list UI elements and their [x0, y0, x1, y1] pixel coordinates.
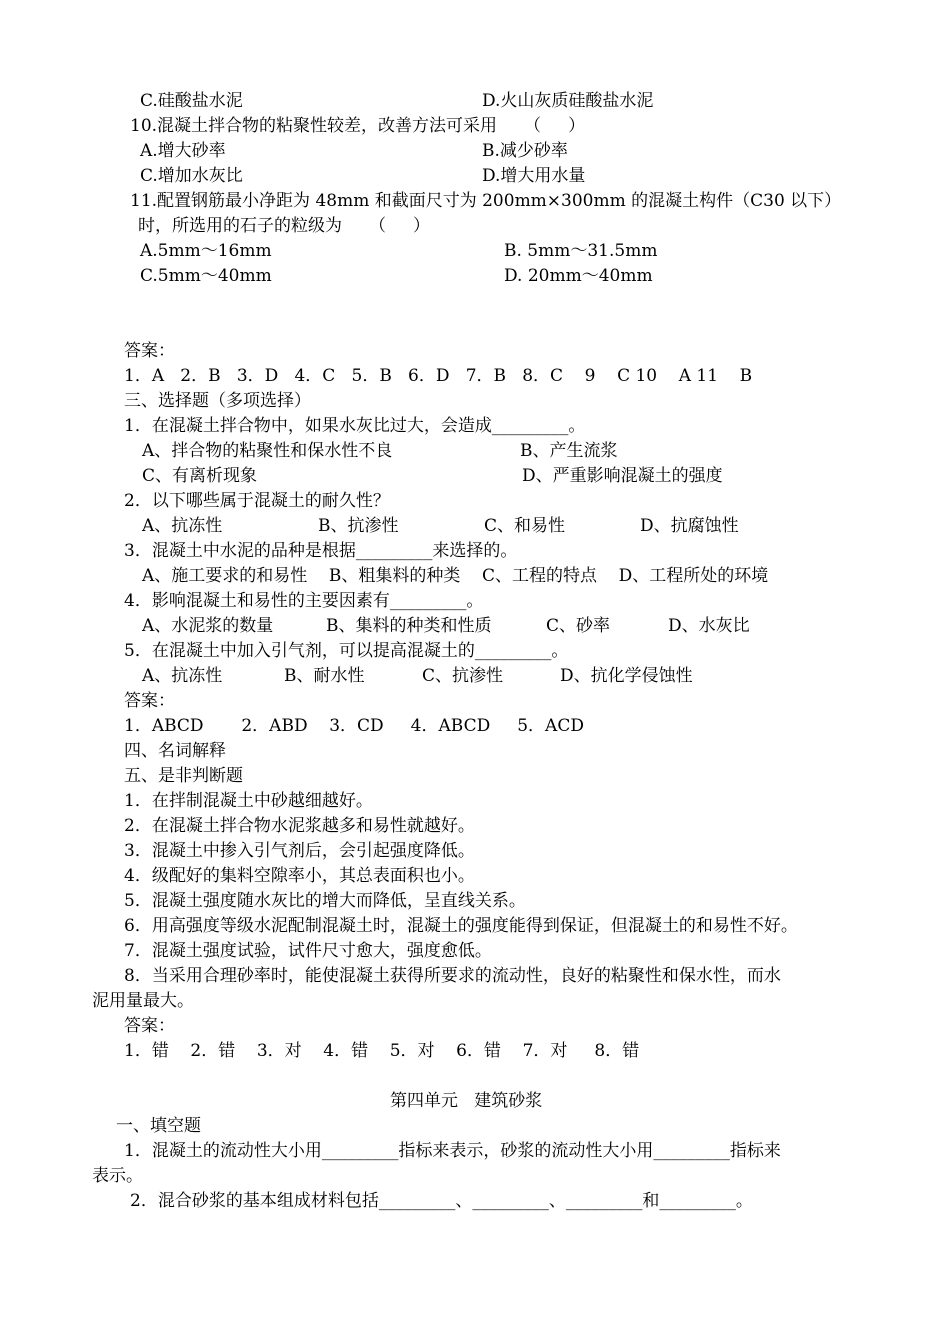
fill-question-1: 1．混凝土的流动性大小用_________指标来表示，砂浆的流动性大小用_________指标来: [124, 1141, 781, 1161]
tf-question-6: 6．用高强度等级水泥配制混凝土时，混凝土的强度能得到保证，但混凝土的和易性不好。: [124, 916, 798, 936]
q11-option-d: D. 20mm～40mm: [504, 266, 653, 286]
fill-question-1-cont: 表示。: [92, 1166, 143, 1186]
section-heading-4: 四、名词解释: [124, 741, 226, 761]
answer-heading-3: 答案：: [124, 1016, 175, 1036]
tf-question-1: 1．在拌制混凝土中砂越细越好。: [124, 791, 373, 811]
mc2-option-a: A、抗冻性: [142, 516, 223, 536]
mc4-option-c: C、砂率: [546, 616, 611, 636]
tf-question-5: 5．混凝土强度随水灰比的增大而降低，呈直线关系。: [124, 891, 526, 911]
q11-option-b: B. 5mm～31.5mm: [504, 241, 658, 261]
mc1-option-c: C、有离析现象: [142, 466, 258, 486]
answer-heading-2: 答案：: [124, 691, 175, 711]
mc4-option-d: D、水灰比: [668, 616, 750, 636]
mc-question-3: 3．混凝土中水泥的品种是根据_________来选择的。: [124, 541, 518, 561]
q10-option-c: C.增加水灰比: [140, 166, 243, 186]
answer-line-2: 1．ABCD 2．ABD 3．CD 4．ABCD 5．ACD: [124, 716, 584, 736]
mc-question-4: 4．影响混凝土和易性的主要因素有_________。: [124, 591, 484, 611]
question-11: 11.配置钢筋最小净距为 48mm 和截面尺寸为 200mm×300mm 的混凝土构件（C30 以下）: [130, 191, 842, 211]
mc5-option-d: D、抗化学侵蚀性: [560, 666, 693, 686]
q10-option-a: A.增大砂率: [140, 141, 226, 161]
tf-question-7: 7．混凝土强度试验，试件尺寸愈大，强度愈低。: [124, 941, 492, 961]
q10-option-b: B.减少砂率: [482, 141, 568, 161]
q11-option-a: A.5mm～16mm: [140, 241, 272, 261]
q10-option-d: D.增大用水量: [482, 166, 586, 186]
fill-section-heading: 一、填空题: [116, 1116, 201, 1136]
section-heading: 三、选择题（多项选择）: [124, 391, 311, 411]
mc2-option-c: C、和易性: [484, 516, 566, 536]
answer-line-3: 1．错 2．错 3．对 4．错 5．对 6．错 7．对 8．错: [124, 1041, 640, 1061]
question-11-cont: 时，所选用的石子的粒级为 （ ）: [138, 216, 431, 236]
fill-question-2: 2．混合砂浆的基本组成材料包括_________、_________、_________和_________。: [130, 1191, 753, 1211]
tf-question-8: 8．当采用合理砂率时，能使混凝土获得所要求的流动性，良好的粘聚性和保水性，而水: [124, 966, 781, 986]
mc4-option-a: A、水泥浆的数量: [142, 616, 274, 636]
mc2-option-b: B、抗渗性: [318, 516, 399, 536]
tf-question-3: 3．混凝土中掺入引气剂后，会引起强度降低。: [124, 841, 475, 861]
mc5-option-c: C、抗渗性: [422, 666, 504, 686]
mc-question-2: 2．以下哪些属于混凝土的耐久性？: [124, 491, 390, 511]
q9-option-d: D.火山灰质硅酸盐水泥: [482, 91, 654, 111]
mc2-option-d: D、抗腐蚀性: [640, 516, 739, 536]
answer-heading: 答案：: [124, 341, 175, 361]
q9-option-c: C.硅酸盐水泥: [140, 91, 243, 111]
mc1-option-a: A、拌合物的粘聚性和保水性不良: [142, 441, 393, 461]
tf-question-4: 4．级配好的集料空隙率小，其总表面积也小。: [124, 866, 475, 886]
tf-question-8-cont: 泥用量最大。: [92, 991, 194, 1011]
unit-title: 第四单元 建筑砂浆: [390, 1091, 543, 1111]
mc4-option-b: B、集料的种类和性质: [326, 616, 492, 636]
q11-option-c: C.5mm～40mm: [140, 266, 272, 286]
mc1-option-b: B、产生流浆: [520, 441, 618, 461]
answer-line: 1．A 2．B 3．D 4．C 5．B 6．D 7．B 8．C 9 C 10 A 11 B: [124, 366, 753, 386]
mc5-option-a: A、抗冻性: [142, 666, 223, 686]
tf-question-2: 2．在混凝土拌合物水泥浆越多和易性就越好。: [124, 816, 475, 836]
mc3-options: A、施工要求的和易性 B、粗集料的种类 C、工程的特点 D、工程所处的环境: [142, 566, 769, 586]
question-10: 10.混凝土拌合物的粘聚性较差，改善方法可采用 （ ）: [130, 116, 586, 136]
section-heading-5: 五、是非判断题: [124, 766, 243, 786]
mc-question-1: 1．在混凝土拌合物中，如果水灰比过大，会造成_________。: [124, 416, 586, 436]
mc1-option-d: D、严重影响混凝土的强度: [522, 466, 723, 486]
mc5-option-b: B、耐水性: [284, 666, 365, 686]
mc-question-5: 5．在混凝土中加入引气剂，可以提高混凝土的_________。: [124, 641, 569, 661]
